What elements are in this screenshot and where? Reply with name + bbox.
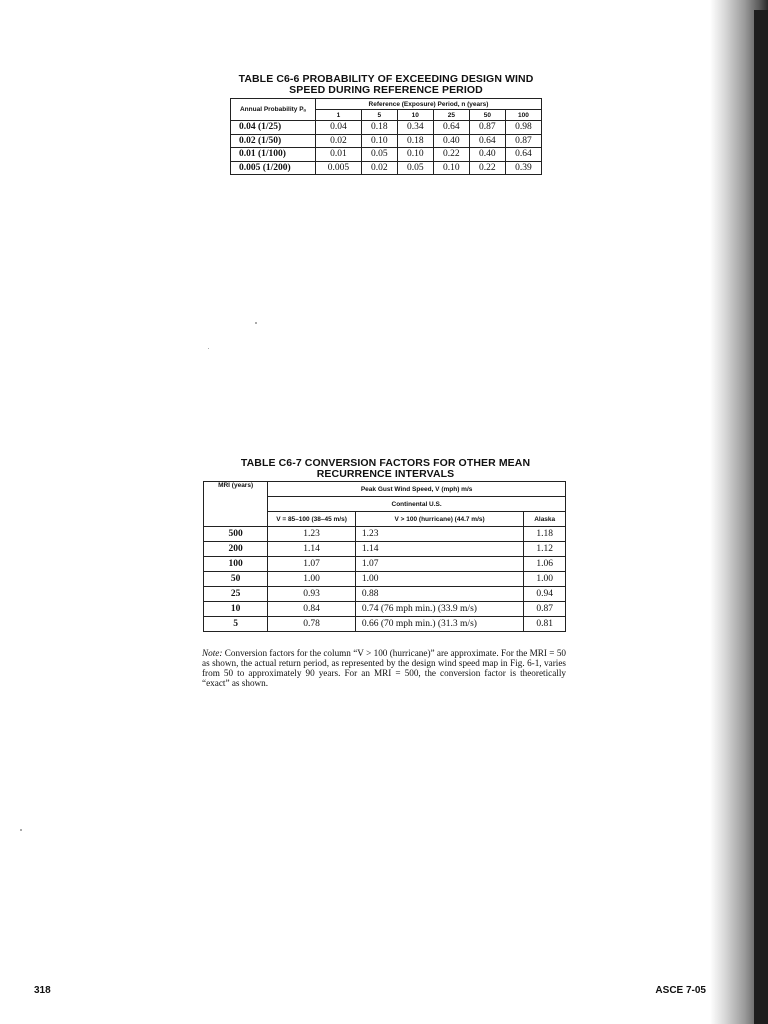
conversion-factor-table [203, 481, 566, 632]
table2-cell: 0.66 (70 mph min.) (31.3 m/s) [355, 617, 523, 632]
table2-cell: 1.07 [355, 557, 523, 572]
table2-cell: 1.00 [268, 572, 356, 587]
table2-header-continental: Continental U.S. [268, 497, 566, 512]
table1-title: TABLE C6-6 PROBABILITY OF EXCEEDING DESIGN WIND SPEED DURING REFERENCE PERIOD [238, 73, 534, 96]
table2-cell: 1.12 [524, 542, 566, 557]
scan-speck [20, 829, 22, 831]
table1-header-reference-period: Reference (Exposure) Period, n (years) [316, 99, 542, 110]
table2-row [204, 587, 566, 602]
table1-row [231, 148, 542, 162]
table2-cell: 1.00 [524, 572, 566, 587]
table1-cell: 0.22 [433, 148, 469, 162]
table1-cell: 0.87 [505, 134, 541, 148]
table2-body [204, 527, 566, 632]
page-number: 318 [34, 985, 51, 996]
table1-row-label: 0.04 (1/25) [231, 121, 316, 135]
table1-cell: 0.34 [397, 121, 433, 135]
table1-cell: 0.22 [469, 161, 505, 175]
table2-cell: 1.14 [268, 542, 356, 557]
note-text: Conversion factors for the column “V > 100 (hurricane)” are approximate. For the MRI = 50 as shown, the actual return period, as represented by the design wind speed map in Fig. 6-1, varies from 50 to approximately 90 years. For an MRI = 500, the conversion factor is theoretically “exact” as shown. [202, 648, 567, 688]
table1-period-header: 5 [361, 110, 397, 121]
table1-cell: 0.64 [433, 121, 469, 135]
table1-cell: 0.005 [316, 161, 362, 175]
table2-cell: 1.06 [524, 557, 566, 572]
table1-cell: 0.18 [397, 134, 433, 148]
table1-cell: 0.40 [433, 134, 469, 148]
table1-cell: 0.05 [397, 161, 433, 175]
table2-cell: 1.14 [355, 542, 523, 557]
table2-cell: 0.74 (76 mph min.) (33.9 m/s) [355, 602, 523, 617]
table1-cell: 0.10 [433, 161, 469, 175]
table2-row [204, 602, 566, 617]
table1-cell: 0.01 [316, 148, 362, 162]
table1-period-header: 10 [397, 110, 433, 121]
table1-period-header: 1 [316, 110, 362, 121]
scan-speck [255, 322, 257, 324]
table2-row [204, 572, 566, 587]
table2-title: TABLE C6-7 CONVERSION FACTORS FOR OTHER MEAN RECURRENCE INTERVALS [240, 457, 531, 480]
table1-period-header: 100 [505, 110, 541, 121]
table2-cell: 0.81 [524, 617, 566, 632]
document-id: ASCE 7-05 [655, 985, 706, 996]
table1-cell: 0.40 [469, 148, 505, 162]
table2-cell: 0.88 [355, 587, 523, 602]
table1-row [231, 161, 542, 175]
table2-cell: 1.18 [524, 527, 566, 542]
table2-row [204, 557, 566, 572]
table2-cell: 1.00 [355, 572, 523, 587]
table1-row [231, 134, 542, 148]
probability-table [230, 98, 542, 175]
table1-cell: 0.98 [505, 121, 541, 135]
table2-cell: 0.93 [268, 587, 356, 602]
table2-cell: 0.94 [524, 587, 566, 602]
table2-cell: 0.84 [268, 602, 356, 617]
scan-speck [208, 348, 209, 349]
table1-cell: 0.10 [361, 134, 397, 148]
table1-header-annual-probability: Annual Probability Pₐ [231, 99, 316, 121]
table2-column-header: Alaska [524, 512, 566, 527]
table2-mri-cell: 25 [204, 587, 268, 602]
table2-mri-cell: 100 [204, 557, 268, 572]
table2-mri-cell: 200 [204, 542, 268, 557]
table1-cell: 0.02 [361, 161, 397, 175]
table2-cell: 1.07 [268, 557, 356, 572]
table2-mri-cell: 5 [204, 617, 268, 632]
table2-column-header: V > 100 (hurricane) (44.7 m/s) [355, 512, 523, 527]
table2-mri-cell: 50 [204, 572, 268, 587]
table1-row-label: 0.02 (1/50) [231, 134, 316, 148]
page-shadow-band [754, 10, 768, 1024]
table1-period-header: 25 [433, 110, 469, 121]
table1-cell: 0.87 [469, 121, 505, 135]
table1-cell: 0.64 [469, 134, 505, 148]
table2-header-mri: MRI (years) [204, 482, 268, 527]
table2-column-header: V = 85–100 (38–45 m/s) [268, 512, 356, 527]
table1-cell: 0.10 [397, 148, 433, 162]
table1-cell: 0.02 [316, 134, 362, 148]
table1-row [231, 121, 542, 135]
table1-cell: 0.05 [361, 148, 397, 162]
table2-cell: 1.23 [355, 527, 523, 542]
table2-mri-cell: 500 [204, 527, 268, 542]
table1-row-label: 0.01 (1/100) [231, 148, 316, 162]
table-note [202, 648, 566, 688]
table1-row-label: 0.005 (1/200) [231, 161, 316, 175]
table1-period-header: 50 [469, 110, 505, 121]
table1-cell: 0.04 [316, 121, 362, 135]
table1-cell: 0.39 [505, 161, 541, 175]
page-shadow-edge [710, 0, 768, 1024]
table2-cell: 1.23 [268, 527, 356, 542]
table1-cell: 0.64 [505, 148, 541, 162]
table1-cell: 0.18 [361, 121, 397, 135]
table2-row [204, 617, 566, 632]
table2-row [204, 542, 566, 557]
table2-header-peak-gust: Peak Gust Wind Speed, V (mph) m/s [268, 482, 566, 497]
table2-row [204, 527, 566, 542]
table1-body [231, 121, 542, 175]
table2-cell: 0.87 [524, 602, 566, 617]
note-label: Note: [202, 648, 223, 658]
table2-cell: 0.78 [268, 617, 356, 632]
table2-mri-cell: 10 [204, 602, 268, 617]
